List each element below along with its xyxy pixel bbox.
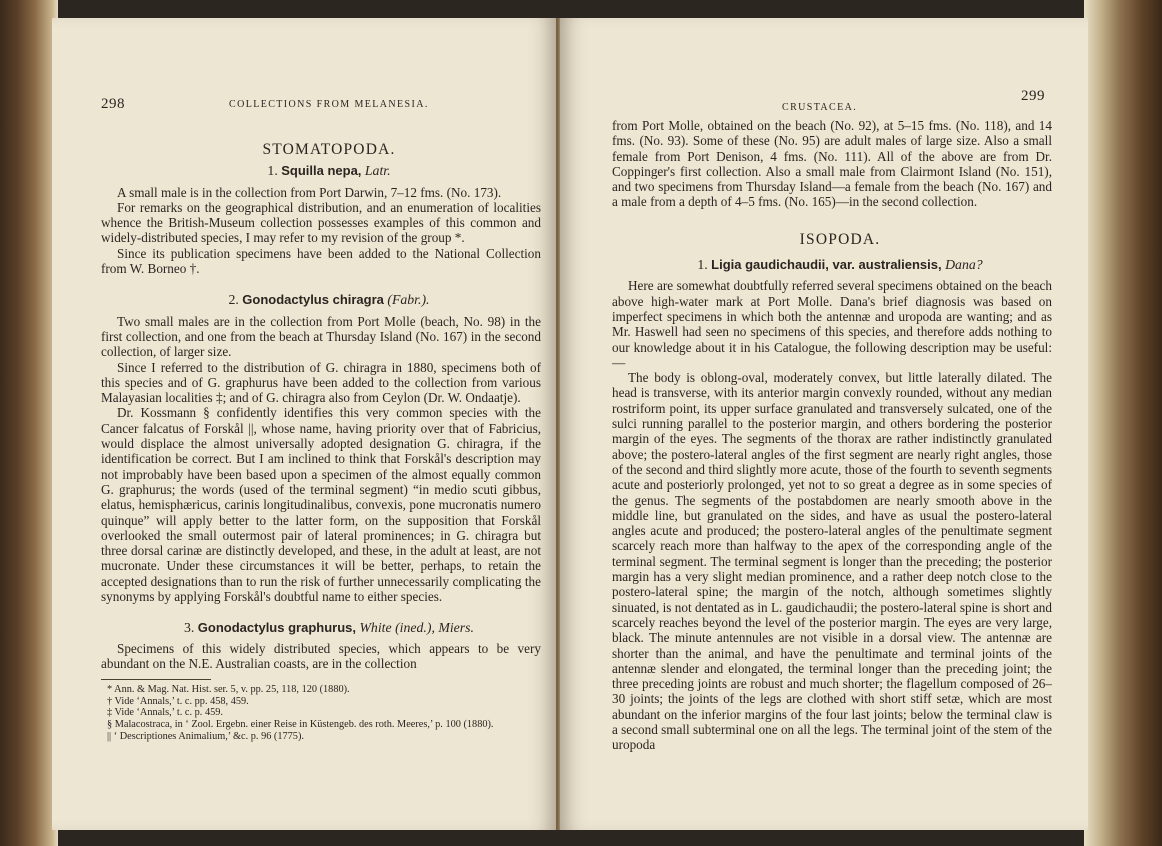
species-heading xyxy=(101,620,541,635)
paragraph: The body is oblong-oval, moderately convex, but little laterally dilated. The head is transverse, with its anterior margin convexly rounded, without any median rostriform point, its upper surface granulated and transversely sulcated, one of the sulci running parallel to the posterior margin, and others bordering the posterior margin of the eyes. The segments of the thorax are rather indistinctly granulated above; the postero-lateral angles of the first segment are nearly right angles, those of the second and third slightly more acute, those of the fourth to seventh segments acute and posteriorly prolonged, yet not to so great a degree as in some species of the genus. The segments of the postabdomen are nearly smooth above in the middle line, but granulated on the sides, and have as usual the postero-lateral angles acute and produced; the postero-lateral angles of the penultimate segment scarcely reach more than halfway to the apex of the corresponding angle of the terminal segment. The terminal segment is longer than the preceding; the posterior margin has a very slight median prominence, and a rather deep notch close to the postero-lateral spine; the margin of the notch, although sometimes slightly sinuated, is not dentated as in L. gaudichaudii; the postero-lateral spine is short and scarcely reaches beyond the level of the posterior margin. The eyes are very large, black. The minute antennules are not visible in a dorsal view. The antennæ are shorter than the animal, and have the penultimate and terminal joints of the antennæ slender and elongated, the terminal longer than the preceding joint; the three preceding joints are robust and much shorter; the flagellum composed of 26–30 joints; the joints of the legs are clothed with short stiff setæ, which are most abundant on the inferior margins of the four last joints; below the terminal claw is a second small subterminal one on all the legs. The terminal joint of the stem of the uropoda xyxy=(612,370,1052,753)
binding-left-edge xyxy=(0,0,58,846)
paragraph: Since I referred to the distribution of G. chiragra in 1880, specimens both of this species and of G. graphurus have been added to the collection from various Malayasian localities ‡; and of G. chiragra also from Ceylon (Dr. W. Ondaatje). xyxy=(101,359,541,406)
page-stack-right-edge xyxy=(1084,0,1162,846)
footnotes xyxy=(101,679,541,742)
paragraph: For remarks on the geographical distribution, and an enumeration of localities whence the British-Museum collection possesses examples of this common and widely-distributed species, I may refer to my revision of the group *. xyxy=(101,199,541,246)
footnote: † Vide ‘Annals,’ t. c. pp. 458, 459. xyxy=(107,695,249,707)
species-number: 1. xyxy=(697,257,708,273)
section-heading: STOMATOPODA. xyxy=(262,141,396,158)
species-name: Squilla nepa, xyxy=(281,163,362,179)
right-column xyxy=(612,118,1052,753)
species-number: 3. xyxy=(183,620,195,636)
footnote: * Ann. & Mag. Nat. Hist. ser. 5, v. pp. 25, 118, 120 (1880). xyxy=(107,684,350,696)
species-heading xyxy=(101,292,541,307)
species-name: Ligia gaudichaudii, var. australiensis, xyxy=(711,257,942,273)
paragraph: Two small males are in the collection from Port Molle (beach, No. 98) in the first collection, and one from the beach at Thursday Island (No. 167) in the second collection, of larger size. xyxy=(101,313,541,360)
species-heading xyxy=(612,257,1052,272)
species-author: Latr. xyxy=(364,163,391,179)
left-page xyxy=(52,18,556,830)
paragraph: from Port Molle, obtained on the beach (No. 92), at 5–15 fms. (No. 118), and 14 fms. (No. 93). Some of these (No. 95) are adult males of large size. Also a small female from Port Denison, 4 fms. (No. 111). All of the above are from Dr. Coppinger's first collection. Also a small male from Clairmont Island (No. 151), and two specimens from Thursday Island—a female from the beach (No. 167) and a male from a depth of 4–5 fms. (No. 165)—in the second collection. xyxy=(612,118,1052,210)
running-head: COLLECTIONS FROM MELANESIA. xyxy=(229,99,429,110)
species-author: (Fabr.). xyxy=(387,292,430,308)
left-column xyxy=(101,142,541,742)
species-name: Gonodactylus graphurus, xyxy=(197,620,356,636)
species-author: Dana? xyxy=(945,257,983,273)
paragraph: Since its publication specimens have been added to the National Collection from W. Borneo †. xyxy=(101,245,541,277)
section-heading: ISOPODA. xyxy=(799,230,881,248)
species-number: 2. xyxy=(228,292,239,308)
species-name: Gonodactylus chiragra xyxy=(242,292,384,308)
species-number: 1. xyxy=(267,163,278,179)
paragraph: Here are somewhat doubtfully referred several specimens obtained on the beach above high-water mark at Port Molle. Dana's brief diagnosis was based on imperfect specimens in which both the antennæ and uropoda are wanting; and as Mr. Haswell had seen no specimens of this species, and therefore adds nothing to our knowledge about it in his Catalogue, the following description may be useful:— xyxy=(612,278,1052,370)
species-heading xyxy=(101,163,541,178)
paragraph: A small male is in the collection from Port Darwin, 7–12 fms. (No. 173). xyxy=(117,184,502,200)
footnote: || ‘ Descriptiones Animalium,’ &c. p. 96 (1775). xyxy=(107,730,304,742)
footnote-rule xyxy=(101,679,211,680)
species-author: White (ined.), Miers. xyxy=(359,620,474,636)
running-head: CRUSTACEA. xyxy=(782,102,858,113)
paragraph: Dr. Kossmann § confidently identifies this very common species with the Cancer falcatus of Forskål ||, whose name, having priority over that of Fabricius, would displace the almost universally adopted designation G. chiragra, if the identification be correct. But I am inclined to think that Forskål's description may not improbably have been based upon a specimen of the almost equally common G. graphurus; the words (used of the terminal segment) “in medio scuti gibbus, elatus, hemisphæricus, carinis longitudinalibus, convexis, pone mucronatis numero quinque” will apply better to the latter form, on the supposition that Forskål overlooked the small outermost pair of lateral prominences; in G. chiragra but three dorsal carinæ are distinctly developed, and these, in the adult at least, are not mucronate. Under these circumstances it will be better, perhaps, to retain the accepted designations than to run the risk of further unnecessarily complicating the synonyms by applying Forskål's doubtful name to either species. xyxy=(101,405,541,605)
page-number: 299 xyxy=(1021,88,1045,104)
left-running-header xyxy=(101,96,429,113)
footnote: § Malacostraca, in ‘ Zool. Ergebn. einer Reise in Küstengeb. des roth. Meeres,’ p. 100 (1880). xyxy=(107,718,494,730)
footnote: ‡ Vide ‘Annals,’ t. c. p. 459. xyxy=(107,707,223,719)
paragraph: Specimens of this widely distributed species, which appears to be very abundant on the N.E. Australian coasts, are in the collection xyxy=(101,640,541,671)
page-number: 298 xyxy=(101,96,125,112)
right-page xyxy=(560,18,1088,830)
